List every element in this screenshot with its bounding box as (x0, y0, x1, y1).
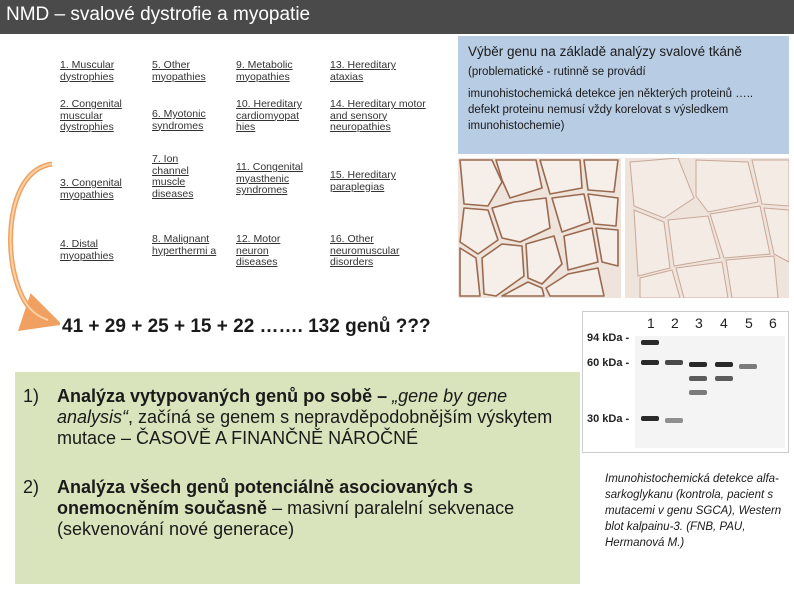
figure-caption: Imunohistochemická detekce alfa-sarkoglykanu (kontrola, pacient s mutacemi v genu SGCA), Western blot kalpainu-3. (FNB, PAU, Hermanová M.) (605, 473, 782, 549)
band (665, 418, 683, 423)
lane-label: 4 (720, 315, 728, 331)
category-4-link[interactable]: 4. Distal myopathies (60, 238, 114, 262)
band (665, 360, 683, 365)
band (689, 390, 707, 395)
info-heading-text: Výběr genu na základě analýzy svalové tkáně (468, 44, 742, 59)
lane-label: 3 (695, 315, 703, 331)
item-bold: Analýza všech genů potenciálně asociovaných s onemocněním současně (57, 477, 474, 518)
category-15-link[interactable]: 15. Hereditary paraplegias (330, 169, 396, 193)
category-9-link[interactable]: 9. Metabolic myopathies (236, 59, 293, 83)
lane-label: 5 (745, 315, 753, 331)
info-box (458, 36, 789, 154)
category-7-link[interactable]: 7. Ion channel muscle diseases (152, 153, 194, 200)
category-11-link[interactable]: 11. Congenital myasthenic syndromes (236, 161, 303, 196)
title-bar (0, 0, 794, 34)
item-text (57, 477, 567, 540)
marker-94: 94 kDa - (587, 332, 630, 344)
category-14-link[interactable]: 14. Hereditary motor and sensory neuropathies (330, 98, 426, 133)
bracket-arrow (0, 150, 60, 340)
category-5-link[interactable]: 5. Other myopathies (152, 59, 206, 83)
marker-30: 30 kDa - (587, 413, 630, 425)
histology-image (458, 158, 789, 298)
marker-60: 60 kDa - (587, 357, 630, 369)
band (715, 362, 733, 367)
band (689, 362, 707, 367)
category-6-link[interactable]: 6. Myotonic syndromes (152, 108, 206, 132)
band (641, 416, 659, 421)
category-16-link[interactable]: 16. Other neuromuscular disorders (330, 233, 400, 268)
curved-arrow-icon (0, 150, 60, 340)
lane-label: 1 (647, 315, 655, 331)
item-bold: Analýza vytypovaných genů po sobě – (57, 386, 393, 406)
blot-membrane (635, 336, 785, 448)
item-number: 2) (23, 477, 40, 497)
lane-label: 2 (671, 315, 679, 331)
item-rest: , začíná se genem s nepravděpodobnějším výskytem mutace – ČASOVĚ A FINANČNĚ NÁROČNÉ (57, 407, 553, 448)
category-2-link[interactable]: 2. Congenital muscular dystrophies (60, 98, 122, 133)
band (715, 376, 733, 381)
category-1-link[interactable]: 1. Muscular dystrophies (60, 59, 115, 83)
band (641, 340, 659, 345)
gene-count-formula: 41 + 29 + 25 + 15 + 22 ……. 132 genů ??? (62, 316, 431, 337)
item-rest: – masivní paralelní sekvenace (sekvenování nové generace) (57, 498, 515, 539)
info-heading (468, 42, 786, 82)
band (739, 364, 757, 369)
band (689, 376, 707, 381)
info-heading-note: (problematické - rutinně se provádí (468, 66, 646, 78)
slide-title: NMD – svalové dystrofie a myopatie (6, 4, 311, 25)
category-3-link[interactable]: 3. Congenital myopathies (60, 177, 122, 201)
disease-category-grid (55, 52, 445, 292)
muscle-fiber-micrograph (458, 158, 789, 298)
category-8-link[interactable]: 8. Malignant hyperthermi a (152, 233, 217, 257)
category-10-link[interactable]: 10. Hereditary cardiomyopat hies (236, 98, 302, 133)
lane-label: 6 (769, 315, 777, 331)
info-body: imunohistochemická detekce jen některých proteinů ….. defekt proteinu nemusí vždy korelovat s výsledkem imunohistochemie) (468, 88, 754, 132)
band (641, 360, 659, 365)
western-blot-image (582, 311, 789, 453)
category-12-link[interactable]: 12. Motor neuron diseases (236, 233, 281, 268)
item-number: 1) (23, 386, 40, 406)
category-13-link[interactable]: 13. Hereditary ataxias (330, 59, 396, 83)
analysis-box (15, 372, 580, 584)
item-italic: „gene by gene analysis“ (57, 386, 508, 427)
item-text (57, 386, 567, 449)
